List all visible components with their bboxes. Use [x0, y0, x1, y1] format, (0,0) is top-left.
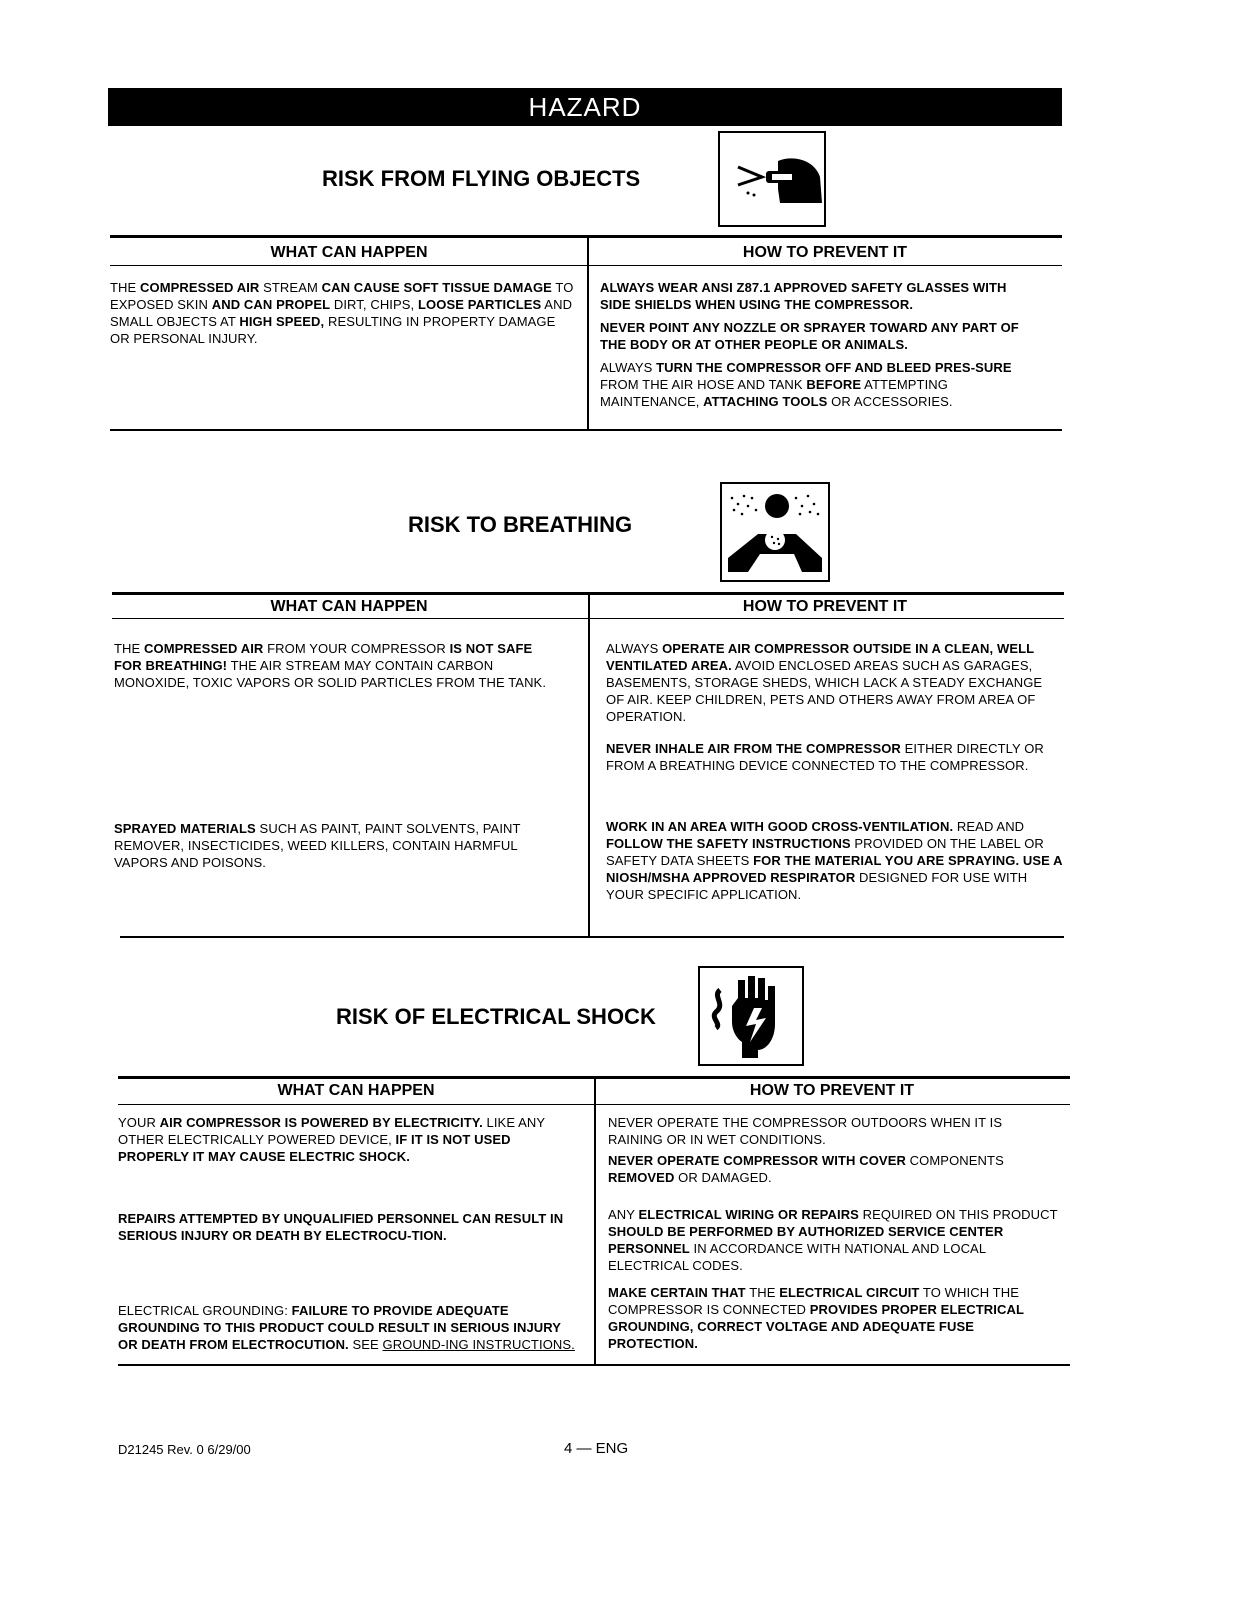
page-number: 4 — ENG [564, 1440, 629, 1457]
what-can-happen-header: WHAT CAN HAPPEN [270, 598, 428, 615]
what-text-1: YOUR AIR COMPRESSOR IS POWERED BY ELECTRICITY. LIKE ANY OTHER ELECTRICALLY POWERED DEVICE, IF IT IS NOT USED PROPERLY IT MAY CAUSE ELECTRIC SHOCK. [118, 1115, 545, 1164]
what-text-1: THE COMPRESSED AIR FROM YOUR COMPRESSOR IS NOT SAFE FOR BREATHING! THE AIR STREAM MAY CONTAIN CARBON MONOXIDE, TOXIC VAPORS OR SOLID PARTICLES FROM THE TANK. [114, 641, 547, 690]
how-text-1: ALWAYS OPERATE AIR COMPRESSOR OUTSIDE IN A CLEAN, WELL VENTILATED AREA. AVOID ENCLOSED AREAS SUCH AS GARAGES, BASEMENTS, STORAGE SHEDS, WHICH LACK A STEADY EXCHANGE OF AIR. KEEP CHILDREN, PETS AND OTHERS AWAY FROM AREA OF OPERATION. [606, 641, 1043, 724]
electric-shock-icon [698, 966, 804, 1066]
breathing-hazard-icon [720, 482, 830, 582]
what-text: THE COMPRESSED AIR STREAM CAN CAUSE SOFT TISSUE DAMAGE TO EXPOSED SKIN AND CAN PROPEL DIRT, CHIPS, LOOSE PARTICLES AND SMALL OBJECTS AT HIGH SPEED, RESULTING IN PROPERTY DAMAGE OR PERSONAL INJURY. [110, 280, 574, 346]
how-text-1: NEVER OPERATE THE COMPRESSOR OUTDOORS WHEN IT IS RAINING OR IN WET CONDITIONS. [608, 1115, 1003, 1147]
hazard-banner: HAZARD [108, 88, 1062, 126]
how-to-prevent-header: HOW TO PREVENT IT [742, 598, 908, 615]
flying-objects-table [110, 235, 1062, 431]
document-id: D21245 Rev. 0 6/29/00 [118, 1442, 251, 1457]
how-to-prevent-header: HOW TO PREVENT IT [749, 1082, 915, 1099]
how-text-4: MAKE CERTAIN THAT THE ELECTRICAL CIRCUIT TO WHICH THE COMPRESSOR IS CONNECTED PROVIDES PROPER ELECTRICAL GROUNDING, CORRECT VOLTAGE AND ADEQUATE FUSE PROTECTION. [608, 1285, 1024, 1351]
how-text-3: WORK IN AN AREA WITH GOOD CROSS-VENTILATION. READ AND FOLLOW THE SAFETY INSTRUCTIONS PROVIDED ON THE LABEL OR SAFETY DATA SHEETS FOR THE MATERIAL YOU ARE SPRAYING. USE A NIOSH/MSHA APPROVED RESPIRATOR DESIGNED FOR USE WITH YOUR SPECIFIC APPLICATION. [606, 819, 1063, 902]
safety-glasses-icon [718, 131, 826, 227]
what-can-happen-header: WHAT CAN HAPPEN [277, 1082, 435, 1099]
how-text-2: NEVER INHALE AIR FROM THE COMPRESSOR EITHER DIRECTLY OR FROM A BREATHING DEVICE CONNECTED TO THE COMPRESSOR. [606, 741, 1044, 773]
what-can-happen-header: WHAT CAN HAPPEN [270, 244, 428, 261]
what-text-2: REPAIRS ATTEMPTED BY UNQUALIFIED PERSONNEL CAN RESULT IN SERIOUS INJURY OR DEATH BY ELECTROCU-TION. [118, 1211, 564, 1243]
how-to-prevent-header: HOW TO PREVENT IT [742, 244, 908, 261]
breathing-table [112, 592, 1064, 938]
section-title-flying-objects: RISK FROM FLYING OBJECTS [322, 166, 641, 191]
section-title-electrical-shock: RISK OF ELECTRICAL SHOCK [336, 1004, 656, 1029]
what-text-2: SPRAYED MATERIALS SUCH AS PAINT, PAINT SOLVENTS, PAINT REMOVER, INSECTICIDES, WEED KILLERS, CONTAIN HARMFUL VAPORS AND POISONS. [114, 821, 521, 870]
how-text-2: NEVER OPERATE COMPRESSOR WITH COVER COMPONENTS REMOVED OR DAMAGED. [608, 1153, 1004, 1185]
how-text: ALWAYS WEAR ANSI Z87.1 APPROVED SAFETY GLASSES WITH SIDE SHIELDS WHEN USING THE COMPRESSOR. NEVER POINT ANY NOZZLE OR SPRAYER TOWARD ANY PART OF THE BODY OR AT OTHER PEOPLE OR ANIMALS. ALWAYS TURN THE COMPRESSOR OFF AND BLEED PRES-SURE FROM THE AIR HOSE AND TANK BEFORE ATTEMPTING MAINTENANCE, ATTACHING TOOLS OR ACCESSORIES. [600, 280, 1019, 409]
how-text-3: ANY ELECTRICAL WIRING OR REPAIRS REQUIRED ON THIS PRODUCT SHOULD BE PERFORMED BY AUTHORIZED SERVICE CENTER PERSONNEL IN ACCORDANCE WITH NATIONAL AND LOCAL ELECTRICAL CODES. [608, 1207, 1058, 1273]
section-title-breathing: RISK TO BREATHING [408, 512, 633, 537]
what-text-3: ELECTRICAL GROUNDING: FAILURE TO PROVIDE ADEQUATE GROUNDING TO THIS PRODUCT COULD RESULT IN SERIOUS INJURY OR DEATH FROM ELECTROCUTION. SEE GROUND-ING INSTRUCTIONS. [118, 1303, 575, 1352]
electrical-shock-table [118, 1076, 1070, 1366]
